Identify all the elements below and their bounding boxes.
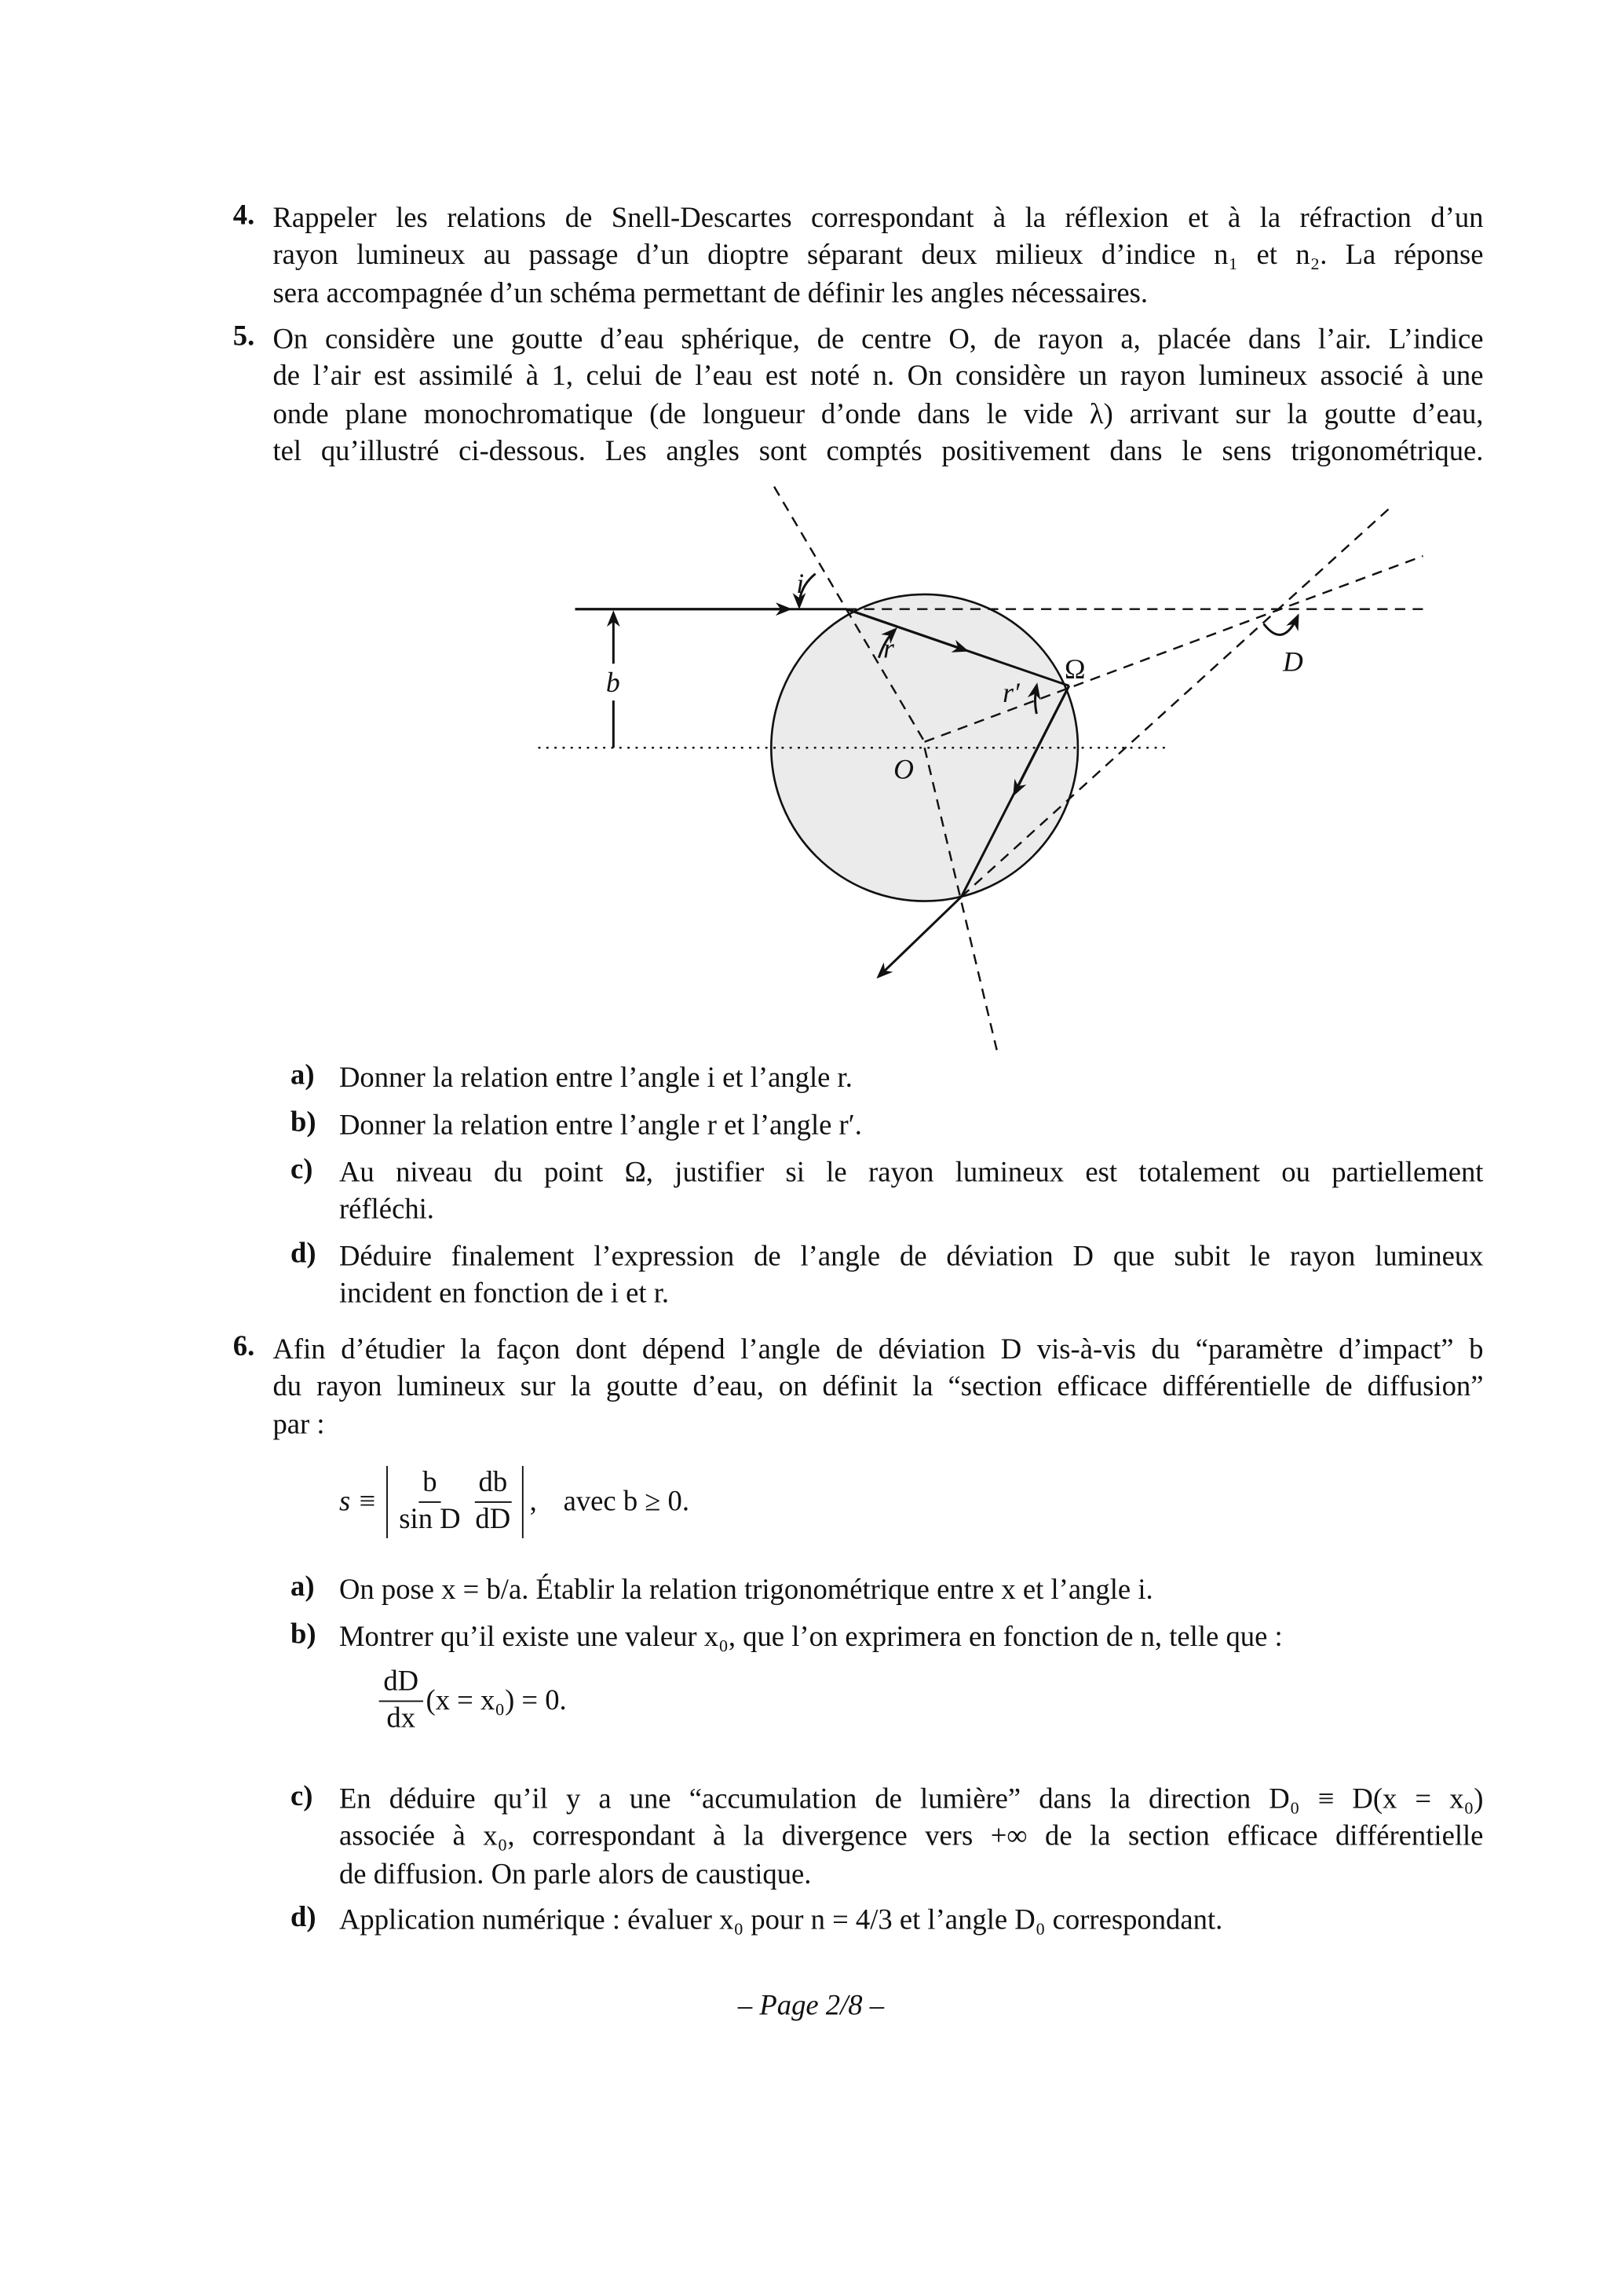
text-line: tel qu’illustré ci-dessous. Les angles sont comptés positivement dans le sens trigonométrique. [272,436,1484,468]
label-omega: Ω [1065,653,1086,685]
emergent-ray [879,897,961,976]
derivative-formula [376,1665,1484,1738]
text-line: Donner la relation entre l’angle r et l’angle r′. [338,1110,862,1142]
fraction-numerator: dD [379,1665,423,1702]
fraction-denominator: sin D [399,1504,461,1536]
label-r-prime: r′ [1003,677,1020,709]
text-line: incident en fonction de i et r. [338,1278,670,1311]
cross-section-formula [339,1466,689,1538]
question-6 [233,1332,1484,1444]
formula-comma: , [529,1486,537,1517]
text-line: Donner la relation entre l’angle i et l’angle r. [338,1063,853,1095]
text-line: réfléchi. [338,1194,434,1227]
text-line: de l’air est assimilé à 1, celui de l’eau est noté n. On considère un rayon lumineux associé à une [272,361,1484,393]
text-line: On considère une goutte d’eau sphérique, de centre O, de rayon a, placée dans l’air. L’indice [272,324,1484,356]
absolute-value [385,1466,524,1538]
subpart-label: a) [290,1060,315,1091]
question-number: 4. [232,200,255,232]
text-line: Application numérique : évaluer x₀ pour n = 4/3 et l’angle D₀ correspondant. [338,1905,1223,1937]
subpart-label: c) [290,1781,313,1813]
formula-rest: (x = x₀) = 0. [426,1685,567,1717]
text-line: de diffusion. On parle alors de caustique. [338,1859,812,1891]
fraction-denominator: dD [475,1504,511,1536]
text-line: En déduire qu’il y a une “accumulation de lumière” dans la direction D₀ ≡ D(x = x₀) [338,1784,1484,1816]
text-line: On pose x = b/a. Établir la relation trigonométrique entre x et l’angle i. [338,1574,1153,1607]
text-line: par : [272,1409,325,1441]
text-line: onde plane monochromatique (de longueur d’onde dans le vide λ) arrivant sur la goutte d’eau, [272,399,1484,430]
page-footer: – Page 2/8 – [737,1991,885,2023]
text-line: Au niveau du point Ω, justifier si le rayon lumineux est totalement ou partiellement [338,1157,1484,1189]
question-number: 6. [232,1332,255,1363]
text-line: Montrer qu’il existe une valeur x₀, que l’on exprimera en fonction de n, telle que : [338,1622,1283,1654]
label-d: D [1283,645,1303,678]
text-line: Rappeler les relations de Snell-Descartes correspondant à la réflexion et à la réfraction d’un [272,203,1484,235]
formula-condition: avec b ≥ 0. [563,1486,690,1517]
subpart-label: b) [290,1619,316,1651]
angle-d-arc [1264,616,1298,634]
text-line: Déduire finalement l’expression de l’angle de déviation D que subit le rayon lumineux [338,1241,1484,1273]
label-r: r [883,632,894,664]
label-i: i [796,568,805,600]
text-line: du rayon lumineux sur la goutte d’eau, on définit la “section efficace différentielle de diffusion” [272,1372,1484,1403]
text-line: rayon lumineux au passage d’un dioptre séparant deux milieux d’indice n₁ et n₂. La réponse [272,240,1484,272]
question-6-subparts [290,1572,1483,1950]
question-5-subparts [290,1060,1483,1322]
subpart-label: d) [290,1238,316,1270]
formula-lhs: s ≡ [338,1486,378,1517]
fraction-numerator: b [418,1466,442,1503]
question-number: 5. [232,321,255,353]
fraction-denominator: dx [386,1703,416,1735]
label-b: b [605,666,620,698]
subpart-label: c) [290,1154,313,1186]
text-line: associée à x₀, correspondant à la divergence vers +∞ de la section efficace différentielle [338,1822,1484,1853]
fraction-numerator: db [474,1466,512,1503]
text-line: sera accompagnée d’un schéma permettant de définir les angles nécessaires. [272,278,1149,309]
subpart-label: d) [290,1902,316,1934]
subpart-label: b) [290,1107,316,1139]
text-line: Afin d’étudier la façon dont dépend l’angle de déviation D vis-à-vis du “paramètre d’impact” b [272,1334,1484,1366]
subpart-label: a) [290,1572,315,1603]
label-o: O [893,753,914,785]
